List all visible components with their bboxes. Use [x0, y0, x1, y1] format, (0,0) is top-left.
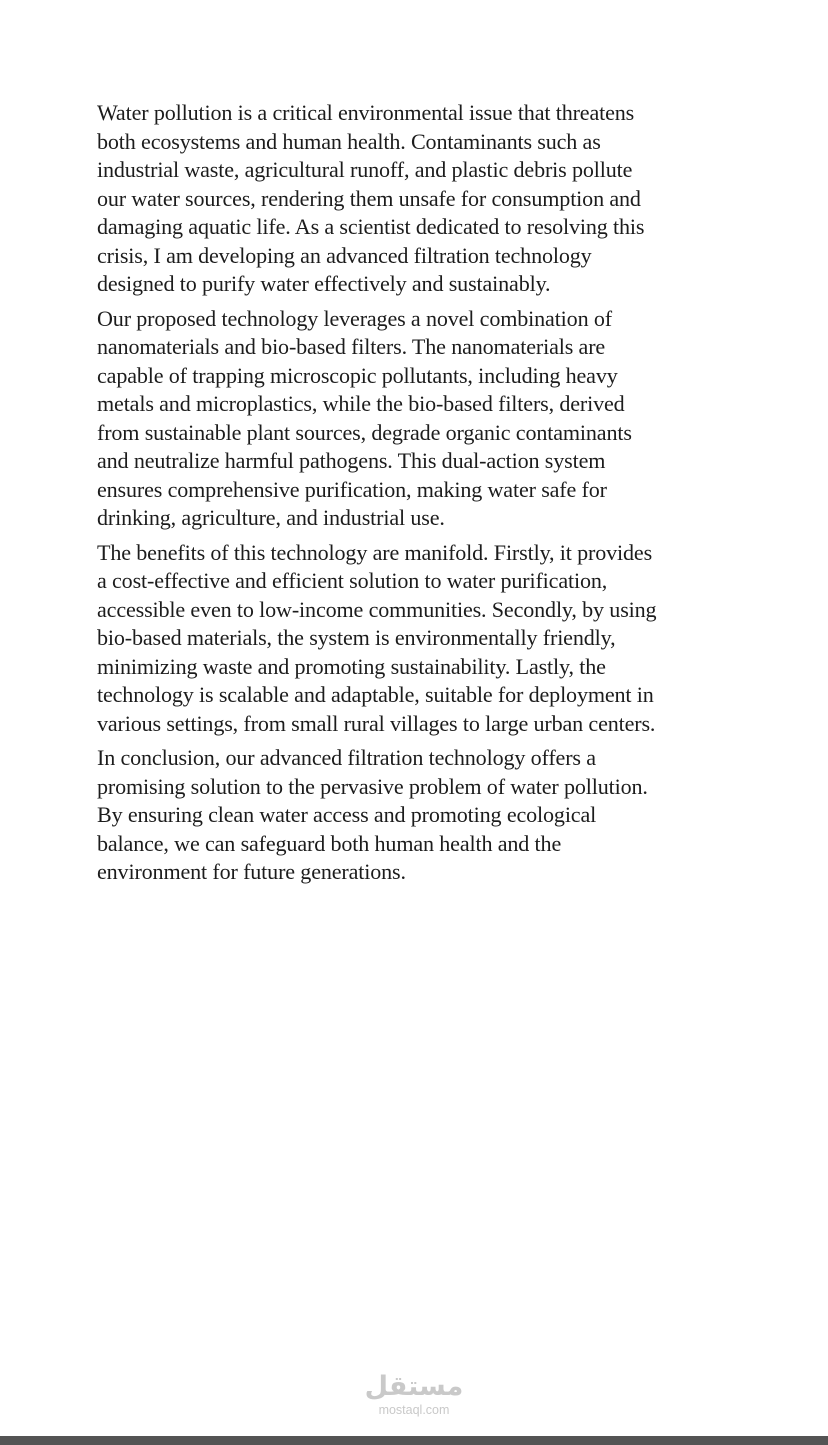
- watermark: [0, 1372, 828, 1417]
- paragraph-benefits: The benefits of this technology are manifold. Firstly, it provides a cost-effective and efficient solution to water purification, accessible even to low-income communities. Secondly, by using bio-based materials, the system is environmentally friendly, minimizing waste and promoting sustainability. Lastly, the technology is scalable and adaptable, suitable for deployment in various settings, from small rural villages to large urban centers.: [97, 539, 657, 736]
- document-body: [97, 99, 737, 893]
- paragraph-intro: Water pollution is a critical environmental issue that threatens both ecosystems and human health. Contaminants such as industrial waste, agricultural runoff, and plastic debris pollute our water sources, rendering them unsafe for consumption and damaging aquatic life. As a scientist dedicated to resolving this crisis, I am developing an advanced filtration technology designed to purify water effectively and sustainably.: [97, 100, 645, 296]
- watermark-domain: mostaql.com: [378, 1403, 450, 1417]
- bottom-bar: [0, 1436, 828, 1445]
- watermark-logo: مستقل: [364, 1371, 464, 1402]
- paragraph-conclusion: In conclusion, our advanced filtration technology offers a promising solution to the pervasive problem of water pollution. By ensuring clean water access and promoting ecological balance, we can safeguard both human health and the environment for future generations.: [97, 745, 648, 884]
- paragraph-technology: Our proposed technology leverages a novel combination of nanomaterials and bio-based filters. The nanomaterials are capable of trapping microscopic pollutants, including heavy metals and microplastics, while the bio-based filters, derived from sustainable plant sources, degrade organic contaminants and neutralize harmful pathogens. This dual-action system ensures comprehensive purification, making water safe for drinking, agriculture, and industrial use.: [97, 305, 632, 530]
